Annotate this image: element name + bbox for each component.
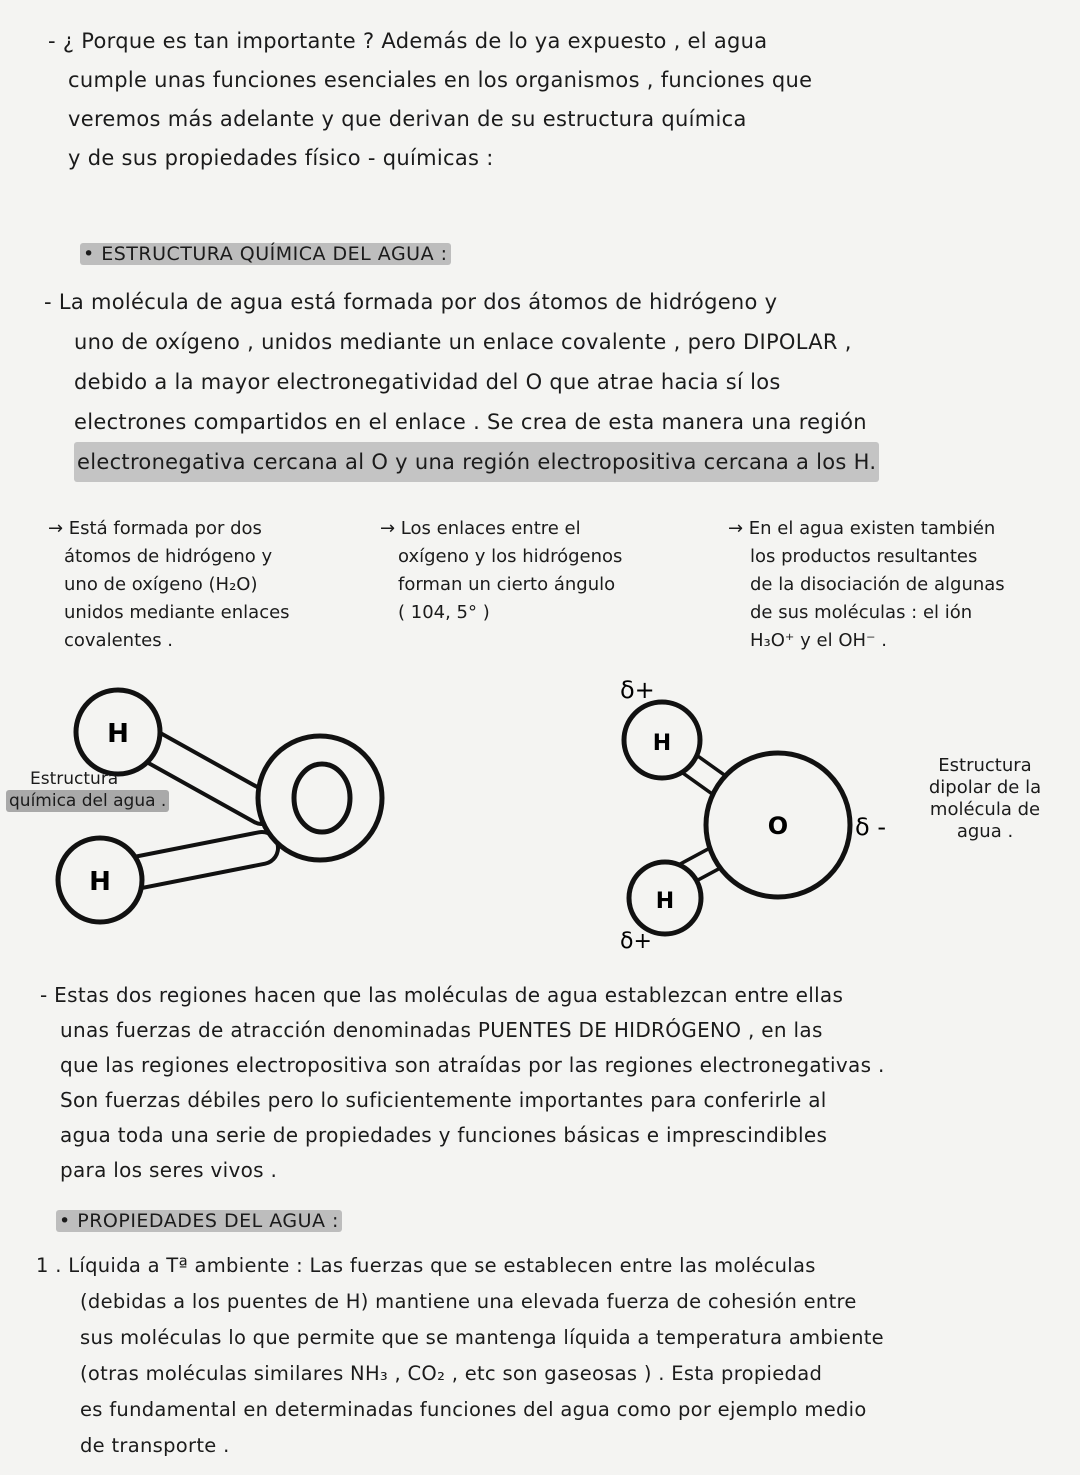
column-line: unidos mediante enlaces [64,602,290,623]
note-column-2 [380,515,700,627]
section-heading-text: • PROPIEDADES DEL AGUA : [56,1210,342,1232]
caption-line: dipolar de la [928,777,1042,798]
hydrogen-label-bottom: H [89,867,111,897]
column-line: → Los enlaces entre el [380,518,581,539]
right-diagram-caption [900,755,1070,843]
column-line: de sus moléculas : el ión [750,602,973,623]
propiedades-line: (otras moléculas similares NH₃ , CO₂ , etc son gaseosas ) . Esta propiedad [80,1362,823,1385]
caption-line: química del agua . [6,790,169,812]
section-heading-text: • ESTRUCTURA QUÍMICA DEL AGUA : [80,243,451,265]
column-line: → Está formada por dos [48,518,262,539]
column-line: covalentes . [64,630,174,651]
note-column-3 [728,515,1068,655]
intro-line: veremos más adelante y que derivan de su estructura química [68,107,747,131]
caption-line: molécula de [929,799,1041,820]
puentes-line: unas fuerzas de atracción denominadas PUENTES DE HIDRÓGENO , en las [60,1018,823,1042]
intro-line: cumple unas funciones esenciales en los organismos , funciones que [68,68,813,92]
column-line: de la disociación de algunas [750,574,1005,595]
hydrogen-label-top: H [107,719,129,749]
column-line: ( 104, 5° ) [398,602,490,623]
note-column-1 [48,515,348,655]
bond-bottom [125,848,262,875]
propiedades-line: (debidas a los puentes de H) mantiene una elevada fuerza de cohesión entre [80,1290,857,1313]
column-line: oxígeno y los hidrógenos [398,546,623,567]
section-heading-propiedades [56,1210,342,1232]
puentes-line: - Estas dos regiones hacen que las moléculas de agua establezcan entre ellas [40,983,844,1007]
puentes-line: para los seres vivos . [60,1158,278,1182]
hydrogen-label-top: H [652,731,672,756]
caption-line: Estructura [938,755,1032,776]
hydrogen-label-bottom: H [655,889,675,914]
intro-paragraph [48,22,1048,178]
dipolar-molecule-diagram [590,676,890,954]
column-line: forman un cierto ángulo [398,574,616,595]
estructura-line: uno de oxígeno , unidos mediante un enlace covalente , pero DIPOLAR , [74,330,852,354]
estructura-paragraph [44,282,1054,482]
puentes-line: Son fuerzas débiles pero lo suficientemente importantes para conferirle al [60,1088,827,1112]
caption-line: Estructura [30,769,119,789]
propiedades-line: sus moléculas lo que permite que se mantenga líquida a temperatura ambiente [80,1326,884,1349]
estructura-line: - La molécula de agua está formada por dos átomos de hidrógeno y [44,290,778,314]
oxygen-label: O [767,812,789,840]
propiedades-line: es fundamental en determinadas funciones del agua como por ejemplo medio [80,1398,867,1421]
puentes-paragraph [40,978,1070,1188]
charge-label-bottom: δ+ [620,929,652,954]
puentes-line: que las regiones electropositiva son atraídas por las regiones electronegativas . [60,1053,885,1077]
caption-line: agua . [956,821,1014,842]
column-line: los productos resultantes [750,546,978,567]
propiedades-paragraph [36,1248,1066,1464]
column-line: H₃O⁺ y el OH⁻ . [750,630,887,651]
estructura-line: debido a la mayor electronegatividad del O que atrae hacia sí los [74,370,781,394]
propiedades-line: 1 . Líquida a Tª ambiente : Las fuerzas que se establecen entre las moléculas [36,1254,816,1277]
column-line: uno de oxígeno (H₂O) [64,574,258,595]
left-diagram-caption [6,768,236,812]
propiedades-line: de transporte . [80,1434,230,1457]
estructura-line: electrones compartidos en el enlace . Se crea de esta manera una región [74,410,867,434]
charge-label-oxygen: δ - [855,813,886,841]
oxygen-atom [258,736,382,860]
section-heading-estructura [80,243,451,265]
estructura-line: electronegativa cercana al O y una región electropositiva cercana a los H. [74,442,879,482]
column-line: → En el agua existen también [728,518,996,539]
column-line: átomos de hidrógeno y [64,546,273,567]
charge-label-top: δ+ [620,676,655,704]
intro-line: - ¿ Porque es tan importante ? Además de lo ya expuesto , el agua [48,29,768,53]
puentes-line: agua toda una serie de propiedades y funciones básicas e imprescindibles [60,1123,828,1147]
intro-line: y de sus propiedades físico - químicas : [68,146,494,170]
